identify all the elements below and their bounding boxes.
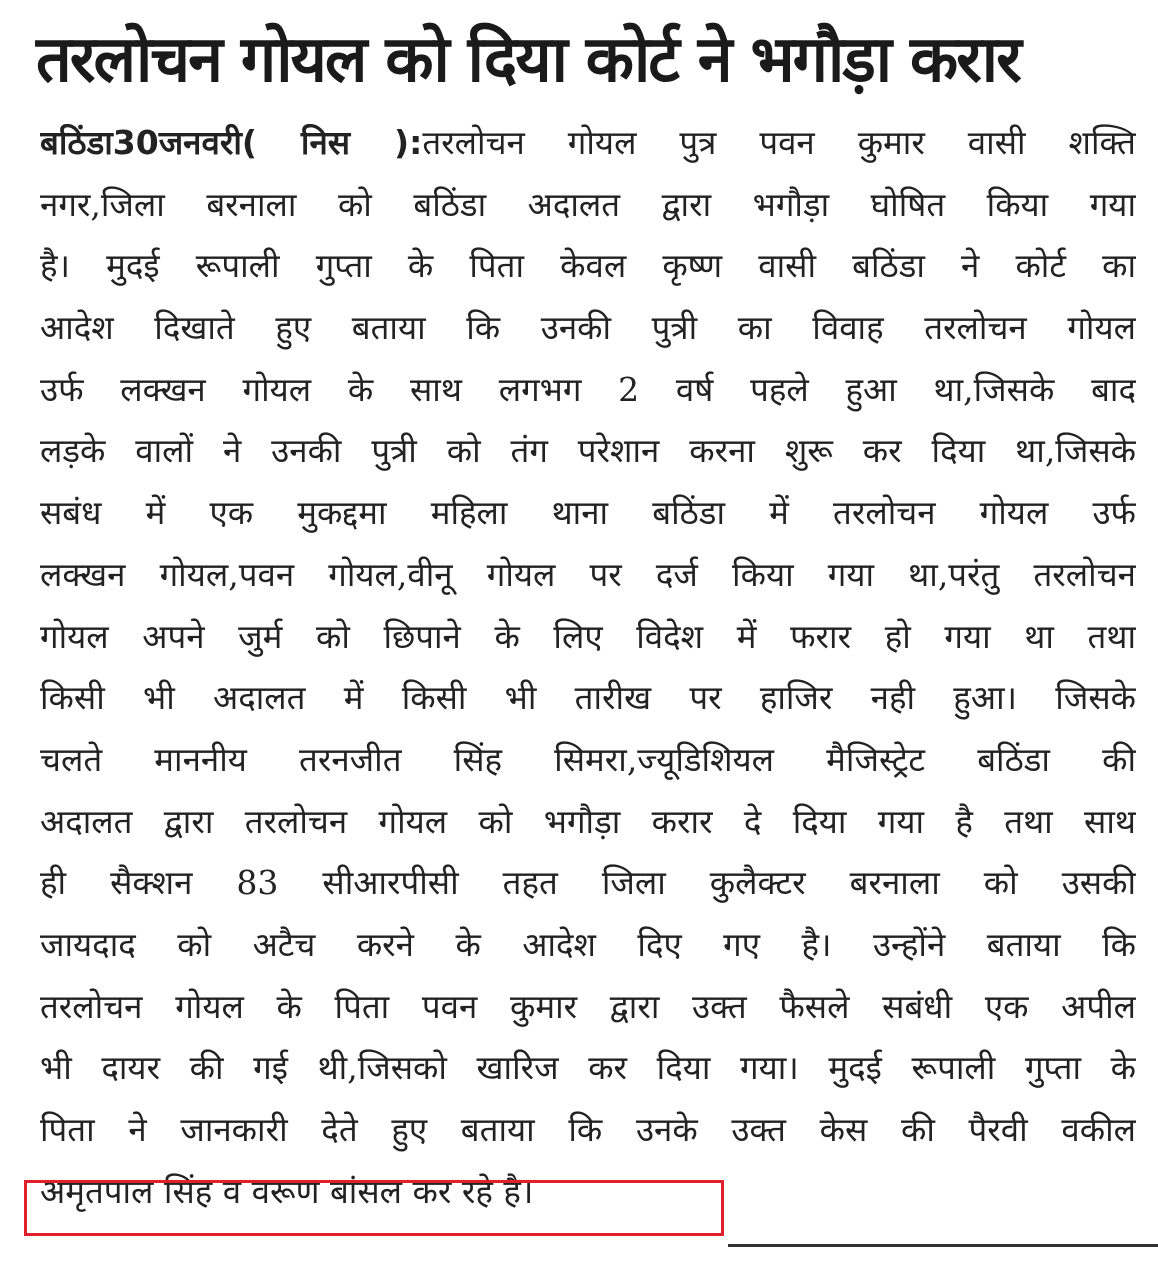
- article-line-18: अमृतपाल सिंह व वरूण बांसल कर रहे है।: [40, 1171, 534, 1211]
- article-body: [40, 112, 1136, 1222]
- article-line-3: है। मुदई रूपाली गुप्ता के पिता केवल कृष्ण वासी बठिंडा ने कोर्ट का: [40, 246, 1136, 286]
- article-headline: तरलोचन गोयल को दिया कोर्ट ने भगौड़ा करार: [36, 23, 1020, 97]
- dateline: बठिंडा30जनवरी( निस ):: [40, 123, 423, 162]
- highlight-box: [24, 1180, 724, 1236]
- article-line-15: तरलोचन गोयल के पिता पवन कुमार द्वारा उक्त फैसले सबंधी एक अपील: [40, 986, 1136, 1026]
- column-rule: [728, 1244, 1158, 1247]
- article-line-16: भी दायर की गई थी,जिसको खारिज कर दिया गया। मुदई रूपाली गुप्ता के: [40, 1048, 1136, 1088]
- article-line-7: सबंध में एक मुकद्दमा महिला थाना बठिंडा में तरलोचन गोयल उर्फ: [40, 493, 1136, 533]
- article-line-9: गोयल अपने जुर्म को छिपाने के लिए विदेश में फरार हो गया था तथा: [40, 616, 1136, 656]
- article-line-5: उर्फ लक्खन गोयल के साथ लगभग 2 वर्ष पहले हुआ था,जिसके बाद: [40, 369, 1136, 409]
- article-line-6: लड़के वालों ने उनकी पुत्री को तंग परेशान करना शुरू कर दिया था,जिसके: [40, 431, 1136, 471]
- article-line-12: अदालत द्वारा तरलोचन गोयल को भगौड़ा करार दे दिया गया है तथा साथ: [40, 801, 1136, 841]
- article-line-1: [40, 112, 1136, 174]
- article-line-8: लक्खन गोयल,पवन गोयल,वीनू गोयल पर दर्ज किया गया था,परंतु तरलोचन: [40, 554, 1136, 594]
- article-line-2: नगर,जिला बरनाला को बठिंडा अदालत द्वारा भगौड़ा घोषित किया गया: [40, 184, 1136, 224]
- article-line-10: किसी भी अदालत में किसी भी तारीख पर हाजिर नही हुआ। जिसके: [40, 678, 1136, 718]
- article-line-13: ही सैक्शन 83 सीआरपीसी तहत जिला कुलैक्टर बरनाला को उसकी: [40, 863, 1136, 903]
- article-line-11: चलते माननीय तरनजीत सिंह सिमरा,ज्यूडिशियल मैजिस्ट्रेट बठिंडा की: [40, 739, 1136, 779]
- article-line-4: आदेश दिखाते हुए बताया कि उनकी पुत्री का विवाह तरलोचन गोयल: [40, 308, 1136, 348]
- article-line-1-text: तरलोचन गोयल पुत्र पवन कुमार वासी शक्ति: [422, 123, 1136, 162]
- article-line-14: जायदाद को अटैच करने के आदेश दिए गए है। उन्होंने बताया कि: [40, 924, 1136, 964]
- article-line-17: पिता ने जानकारी देते हुए बताया कि उनके उक्त केस की पैरवी वकील: [40, 1110, 1136, 1149]
